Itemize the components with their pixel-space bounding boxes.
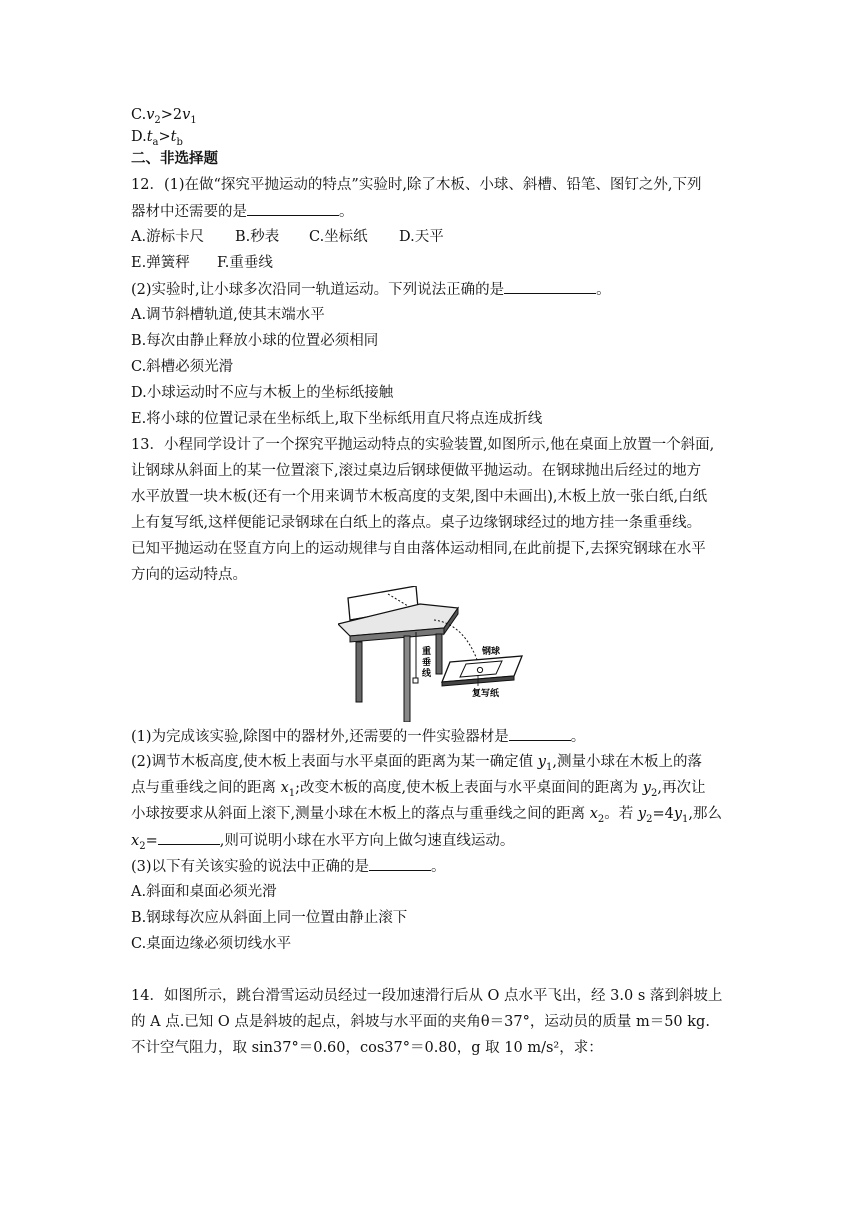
q12-part2-option-c: C.斜槽必须光滑 (131, 359, 234, 375)
plumb-line-label: 线 (422, 669, 432, 679)
answer-blank[interactable] (247, 201, 339, 216)
table-leg (436, 634, 442, 674)
q12-part2-option-e: E.将小球的位置记录在坐标纸上,取下坐标纸用直尺将点连成折线 (131, 411, 543, 427)
q14-stem-line: 的 A 点.已知 O 点是斜坡的起点，斜坡与水平面的夹角θ＝37°，运动员的质量 m＝50 kg. (131, 1014, 710, 1030)
q14-stem-line: 不计空气阻力，取 sin37°＝0.60，cos37°＝0.80，g 取 10 m/s²，求： (131, 1040, 603, 1056)
experiment-apparatus-figure (338, 586, 530, 722)
answer-blank[interactable] (369, 856, 431, 871)
q13-part-2-line-3: 小球按要求从斜面上滚下,测量小球在木板上的落点与重垂线之间的距离 $x_2$。若 $y_2=4y_1$,那么 (131, 806, 723, 825)
q13-stem-line: 已知平抛运动在竖直方向上的运动规律与自由落体运动相同,在此前提下,去探究钢球在水平 (131, 541, 706, 557)
q12-part-2: (2)实验时,让小球多次沿同一轨道运动。下列说法正确的是 。 (131, 279, 611, 300)
q13-stem-line: 13．小程同学设计了一个探究平抛运动特点的实验装置,如图所示,他在桌面上放置一个斜面, (131, 437, 715, 453)
q13-stem-line: 水平放置一块木板(还有一个用来调节木板高度的支架,图中未画出),木板上放一张白纸,白纸 (131, 489, 708, 505)
plumb-line-label: 重 (422, 647, 432, 657)
q13-part-2-line-4: $x_2=$ ,则可说明小球在水平方向上做匀速直线运动。 (131, 830, 514, 857)
q14-stem-line: 14．如图所示，跳台滑雪运动员经过一段加速滑行后从 O 点水平飞出，经 3.0 s 落到斜坡上 (131, 988, 723, 1004)
table-leg (404, 636, 410, 722)
q13-part3-option-a: A.斜面和桌面必须光滑 (131, 884, 277, 900)
q12-stem-line-1: 12．(1)在做“探究平抛运动的特点”实验时,除了木板、小球、斜槽、铅笔、图钉之外,下列 (131, 177, 702, 193)
section-heading: 二、非选择题 (131, 151, 218, 167)
steel-ball-label: 钢球 (482, 647, 501, 657)
q13-part3-option-b: B.钢球每次应从斜面上同一位置由静止滚下 (131, 910, 408, 926)
plumb-line-label: 垂 (422, 658, 432, 668)
q13-part-2-line-1: (2)调节木板高度,使木板上表面与水平桌面的距离为某一确定值 $y_1$,测量小球在木板上的落 (131, 754, 702, 773)
q13-stem-line: 方向的运动特点。 (131, 567, 247, 583)
plumb-bob (413, 678, 418, 683)
q13-part3-option-c: C.桌面边缘必须切线水平 (131, 936, 292, 952)
q12-options-row-1: A.游标卡尺 B.秒表 C.坐标纸 D.天平 (131, 229, 444, 245)
q13-stem-line: 让钢球从斜面上的某一位置滚下,滚过桌边后钢球便做平抛运动。在钢球抛出后经过的地方 (131, 463, 702, 479)
q12-options-row-2: E.弹簧秤 F.重垂线 (131, 255, 273, 271)
carbon-paper-label: 复写纸 (472, 689, 500, 699)
q12-stem-line-2: 器材中还需要的是 。 (131, 201, 354, 222)
q13-part-3: (3)以下有关该实验的说法中正确的是 。 (131, 856, 446, 877)
q11-option-d: $D.t_a>t_b$ (131, 129, 183, 148)
q13-part-1: (1)为完成该实验,除图中的器材外,还需要的一件实验器材是 。 (131, 726, 585, 747)
q11-option-c: $C.v_2>2v_1$ (131, 107, 197, 126)
q12-part2-option-a: A.调节斜槽轨道,使其末端水平 (131, 307, 325, 323)
answer-blank[interactable] (158, 830, 220, 845)
q12-part2-option-d: D.小球运动时不应与木板上的坐标纸接触 (131, 385, 394, 401)
table-leg (356, 642, 362, 702)
answer-blank[interactable] (509, 726, 571, 741)
q12-part2-option-b: B.每次由静止释放小球的位置必须相同 (131, 333, 379, 349)
answer-blank[interactable] (504, 279, 596, 294)
steel-ball (477, 667, 482, 672)
q13-stem-line: 上有复写纸,这样便能记录钢球在白纸上的落点。桌子边缘钢球经过的地方挂一条重垂线。 (131, 515, 702, 531)
q13-part-2-line-2: 点与重垂线之间的距离 $x_1$;改变木板的高度,使木板上表面与水平桌面间的距离为 $y_2$,再次让 (131, 780, 706, 799)
